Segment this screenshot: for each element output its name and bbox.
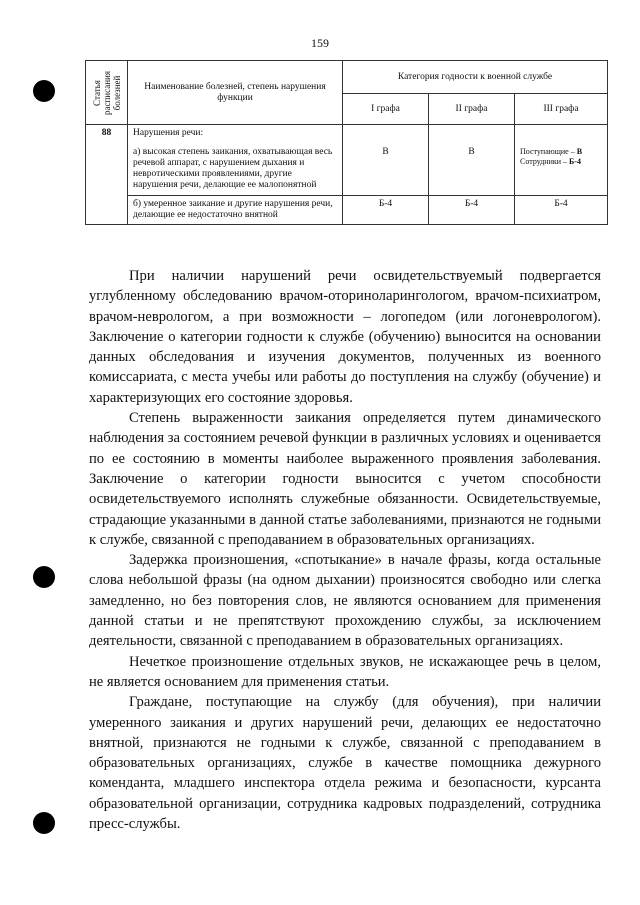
paragraph-3: Задержка произношения, «спотыкание» в начале фразы, когда остальные слова небольшой фразы (на одном дыхании) произносятся свободно или слегка замедленно, но без повторения слов, не являются основанием для применения данной статьи и не препятствуют прохождению службы, за исключением деятельности, связанной с преподаванием в образовательных организациях. <box>89 552 601 650</box>
binder-hole-bottom <box>33 812 55 834</box>
item-a-graph3 <box>515 125 608 196</box>
item-a-text: а) высокая степень заикания, охватывающая весь речевой аппарат, с нарушением дыхания и невротическими проявлениями, другие нарушения речи, делающие ее малопонятной <box>133 147 333 190</box>
applicants-label: Поступающие – <box>520 147 575 156</box>
graph3-line-staff <box>520 157 602 167</box>
item-b-text: б) умеренное заикание и другие нарушения речи, делающие ее недостаточно внятной <box>128 196 343 225</box>
row-title: Нарушения речи: <box>133 128 204 138</box>
graph3-header: III графа <box>515 94 608 125</box>
item-a-graph2: В <box>429 125 515 196</box>
paragraph-5: Граждане, поступающие на службу (для обучения), при наличии умеренного заикания и других нарушений речи, делающих ее недостаточно внятной, признаются не годными к службе, связанной с преподаванием в образовательных организациях, службе в качестве помощника дежурного коменданта, младшего инспектора отдела режима и безопасности, курсанта образовательной организации, сотрудника кадровых подразделений, сотрудника пресс-службы. <box>89 694 601 833</box>
paragraph-4: Нечеткое произношение отдельных звуков, не искажающее речь в целом, не является основанием для применения статьи. <box>89 653 601 690</box>
article-number: 88 <box>86 125 128 225</box>
binder-hole-middle <box>33 566 55 588</box>
staff-category: Б-4 <box>569 157 581 166</box>
item-a-graph1: В <box>343 125 429 196</box>
article-column-header <box>86 61 128 125</box>
item-a-cell <box>128 125 343 196</box>
category-column-header: Категория годности к военной службе <box>343 61 608 94</box>
applicants-category: В <box>576 147 583 156</box>
item-b-graph2: Б-4 <box>429 196 515 225</box>
disease-table <box>85 60 608 225</box>
paragraph-2: Степень выраженности заикания определяется путем динамического наблюдения за состоянием речевой функции в различных условиях и оценивается по ее состоянию в моменты наиболее выраженного проявления заболевания. Заключение о категории годности выносится с учетом способности освидетельствуемого исполнять служебные обязанности. Освидетельствуемые, страдающие указанными в данной статье заболеваниями, признаются не годными к службе, связанной с преподаванием в образовательных организациях. <box>89 410 601 548</box>
item-b-graph3: Б-4 <box>515 196 608 225</box>
binder-hole-top <box>33 80 55 102</box>
name-column-header: Наименование болезней, степень нарушения функции <box>128 61 343 125</box>
staff-label: Сотрудники – <box>520 157 568 166</box>
table-row <box>86 125 608 196</box>
graph3-line-applicants <box>520 147 602 157</box>
graph1-header: I графа <box>343 94 429 125</box>
page-number: 159 <box>311 36 329 50</box>
graph2-header: II графа <box>429 94 515 125</box>
table-header-row <box>86 61 608 94</box>
item-b-graph1: Б-4 <box>343 196 429 225</box>
table-row <box>86 196 608 225</box>
article-column-header-text: Статья расписания болезней <box>91 70 122 115</box>
body-text <box>89 266 601 834</box>
paragraph-1: При наличии нарушений речи освидетельствуемый подвергается углубленному обследованию врачом-оториноларингологом, врачом-психиатром, врачом-неврологом, а при возможности – логопедом (или логоневрологом). Заключение о категории годности к службе (обучению) выносится на основании данных обследования и изучения документов, полученных из военного комиссариата, с места учебы или работы до поступления на службу (обучение) и характеризующих его состояние здоровья. <box>89 268 601 406</box>
